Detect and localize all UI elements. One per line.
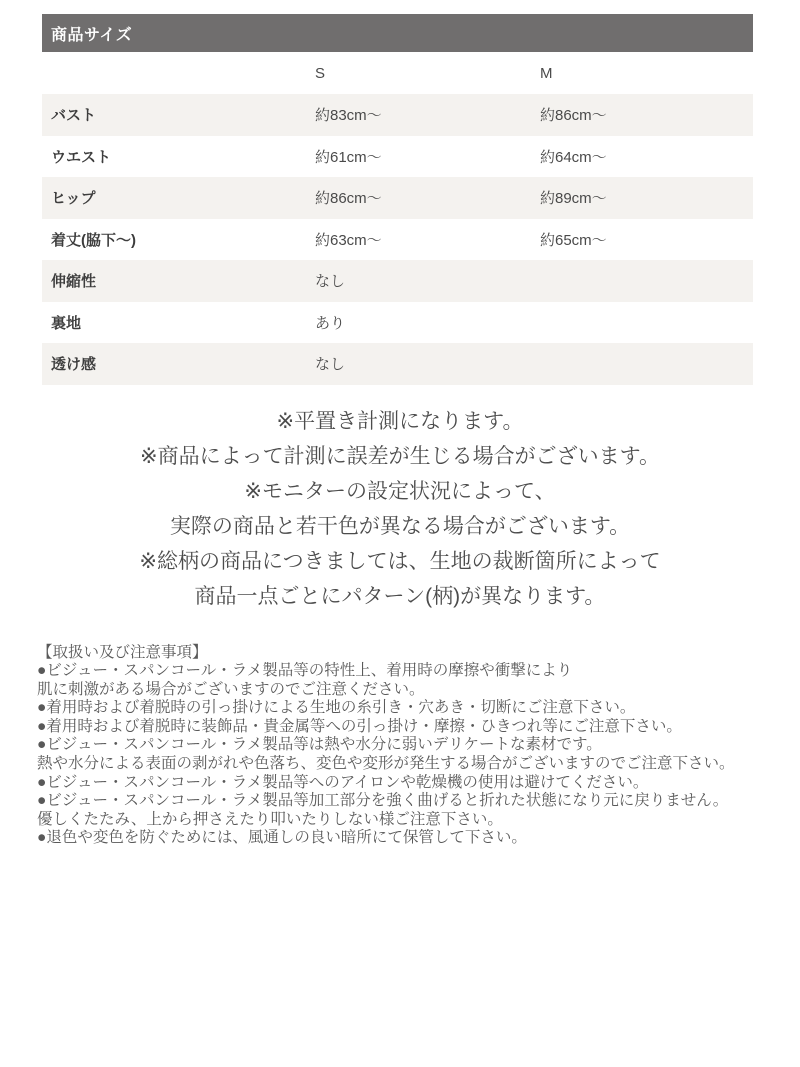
care-line: ●ビジュー・スパンコール・ラメ製品等へのアイロンや乾燥機の使用は避けてください。 (37, 773, 649, 791)
care-line: ●着用時および着脱時の引っ掛けによる生地の糸引き・穴あき・切断にご注意下さい。 (37, 699, 636, 717)
row-label: ウエスト (51, 148, 112, 166)
row-label: 裏地 (51, 314, 82, 332)
care-instructions (37, 644, 770, 849)
care-line: ●ビジュー・スパンコール・ラメ製品等加工部分を強く曲げると折れた状態になり元に戻りません。 (37, 792, 729, 810)
care-line: 熱や水分による表面の剥がれや色落ち、変色や変形が発生する場合がございますのでご注意下さい。 (37, 755, 735, 773)
table-row-lining (42, 302, 753, 344)
row-label: 着丈(脇下〜) (51, 231, 136, 249)
row-value-s: なし (315, 273, 346, 291)
table-row-waist (42, 136, 753, 178)
row-value-m: 約64cm〜 (540, 148, 607, 166)
table-row-bust (42, 94, 753, 136)
row-value-m: 約65cm〜 (540, 231, 607, 249)
care-line: 肌に刺激がある場合がございますのでご注意ください。 (37, 680, 425, 698)
table-row-sheerness (42, 343, 753, 385)
row-label: ヒップ (51, 190, 96, 208)
size-section-title: 商品サイズ (51, 26, 133, 44)
table-row-stretch (42, 260, 753, 302)
row-label: 透け感 (51, 356, 97, 374)
size-table (42, 52, 753, 385)
row-value-s: 約61cm〜 (315, 148, 382, 166)
row-value-s: あり (315, 314, 346, 332)
size-table-header-row (42, 52, 753, 94)
size-section-title-bar (42, 14, 753, 52)
row-label: バスト (51, 107, 97, 125)
care-line: ●ビジュー・スパンコール・ラメ製品等は熱や水分に弱いデリケートな素材です。 (37, 736, 602, 754)
care-line: ●着用時および着脱時に装飾品・貴金属等への引っ掛け・摩擦・ひきつれ等にご注意下さい。 (37, 717, 682, 735)
column-header-m: M (540, 64, 553, 82)
table-row-hip (42, 177, 753, 219)
row-value-m: 約89cm〜 (540, 190, 607, 208)
care-heading: 【取扱い及び注意事項】 (37, 643, 208, 661)
measurement-notes (0, 404, 800, 614)
row-value-s: 約83cm〜 (315, 107, 382, 125)
note-line: ※商品によって計測に誤差が生じる場合がございます。 (140, 444, 660, 468)
row-value-s: 約86cm〜 (315, 190, 382, 208)
table-row-length (42, 219, 753, 261)
care-line: ●ビジュー・スパンコール・ラメ製品等の特性上、着用時の摩擦や衝撃により (37, 662, 573, 680)
care-line: ●退色や変色を防ぐためには、風通しの良い暗所にて保管して下さい。 (37, 829, 527, 847)
note-line: ※モニターの設定状況によって、 (244, 479, 556, 503)
column-header-s: S (315, 64, 326, 82)
note-line: 実際の商品と若干色が異なる場合がございます。 (169, 514, 631, 538)
row-value-m: 約86cm〜 (540, 107, 607, 125)
note-line: ※総柄の商品につきましては、生地の裁断箇所によって (139, 549, 661, 573)
row-value-s: なし (315, 356, 346, 374)
row-label: 伸縮性 (51, 273, 97, 291)
care-line: 優しくたたみ、上から押さえたり叩いたりしない様ご注意下さい。 (37, 810, 503, 828)
row-value-s: 約63cm〜 (315, 231, 382, 249)
note-line: ※平置き計測になります。 (276, 409, 524, 433)
note-line: 商品一点ごとにパターン(柄)が異なります。 (194, 584, 606, 608)
